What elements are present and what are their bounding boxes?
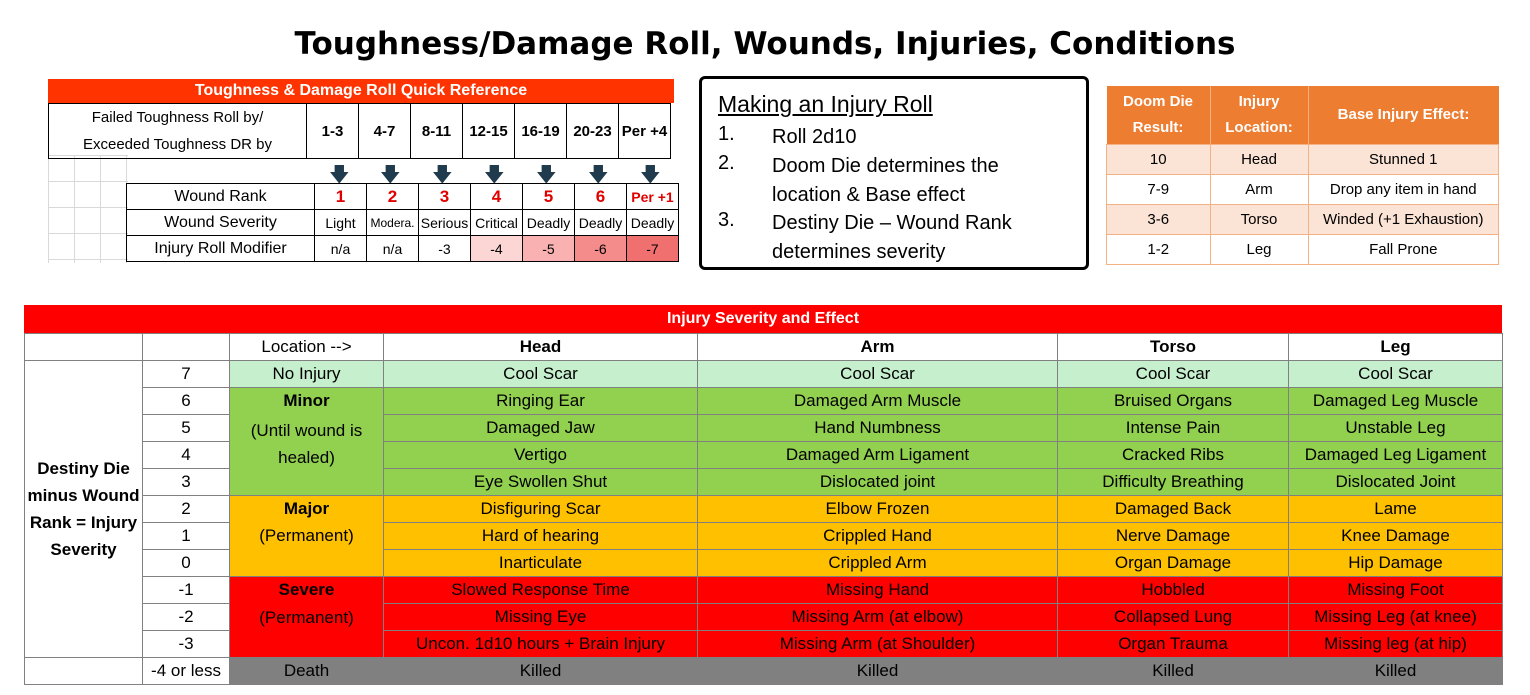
severe-label: Severe bbox=[230, 577, 384, 604]
failed-roll-label bbox=[49, 104, 307, 159]
row-value: -3 bbox=[143, 631, 230, 658]
wound-rank-value: Per +1 bbox=[627, 184, 679, 210]
minor-label: Minor bbox=[230, 388, 384, 415]
injury-roll-title: Making an Injury Roll bbox=[718, 91, 933, 117]
down-arrow-icon: 🡇 bbox=[484, 164, 505, 186]
wound-severity-value: Deadly bbox=[523, 210, 575, 236]
column-head: Head bbox=[384, 334, 698, 361]
doom-cell: Leg bbox=[1210, 235, 1308, 265]
death-label: Death bbox=[230, 658, 384, 685]
injury-roll-step bbox=[718, 152, 1072, 210]
doom-cell: 1-2 bbox=[1107, 235, 1211, 265]
blank-cell bbox=[25, 658, 143, 685]
down-arrow-icon: 🡇 bbox=[536, 164, 557, 186]
injury-cell: Lame bbox=[1289, 496, 1503, 523]
injury-cell: Damaged Leg Muscle bbox=[1289, 388, 1503, 415]
injury-cell: Unstable Leg bbox=[1289, 415, 1503, 442]
doom-header-result: Doom Die Result: bbox=[1107, 86, 1211, 145]
injury-cell: Knee Damage bbox=[1289, 523, 1503, 550]
quick-ref-table bbox=[48, 103, 671, 159]
injury-cell: Hand Numbness bbox=[698, 415, 1058, 442]
wound-rank-value: 1 bbox=[315, 184, 367, 210]
side-label: Destiny Die minus Wound Rank = Injury Severity bbox=[25, 361, 143, 658]
step-number: 1. bbox=[718, 123, 735, 145]
step-text: Doom Die determines the location & Base effect bbox=[772, 155, 999, 206]
range-cell: 4-7 bbox=[359, 104, 411, 159]
injury-cell: Cool Scar bbox=[384, 361, 698, 388]
injury-cell: Vertigo bbox=[384, 442, 698, 469]
wound-rank-value: 6 bbox=[575, 184, 627, 210]
column-torso: Torso bbox=[1058, 334, 1289, 361]
down-arrow-icon: 🡇 bbox=[329, 164, 350, 186]
step-text: Destiny Die – Wound Rank determines severity bbox=[772, 212, 1012, 263]
injury-cell: Missing Arm (at Shoulder) bbox=[698, 631, 1058, 658]
doom-header-location: Injury Location: bbox=[1210, 86, 1308, 145]
row-value: -4 or less bbox=[143, 658, 230, 685]
injury-cell: Killed bbox=[384, 658, 698, 685]
step-text: Roll 2d10 bbox=[772, 126, 857, 148]
wound-severity-value: Modera. bbox=[367, 210, 419, 236]
row-value: 2 bbox=[143, 496, 230, 523]
location-label: Location --> bbox=[230, 334, 384, 361]
step-number: 3. bbox=[718, 209, 735, 231]
injury-cell: Organ Trauma bbox=[1058, 631, 1289, 658]
row-value: 5 bbox=[143, 415, 230, 442]
doom-cell: Arm bbox=[1210, 175, 1308, 205]
injury-cell: Cool Scar bbox=[1058, 361, 1289, 388]
doom-die-table bbox=[1106, 86, 1499, 265]
injury-cell: Bruised Organs bbox=[1058, 388, 1289, 415]
injury-cell: Missing Leg (at knee) bbox=[1289, 604, 1503, 631]
injury-cell: Killed bbox=[698, 658, 1058, 685]
doom-cell: Head bbox=[1210, 145, 1308, 175]
down-arrow-icon: 🡇 bbox=[588, 164, 609, 186]
failed-roll-label-line1: Failed Toughness Roll by/ bbox=[91, 109, 264, 126]
wound-severity-value: Deadly bbox=[627, 210, 679, 236]
major-label: Major bbox=[230, 496, 384, 523]
injury-cell: Ringing Ear bbox=[384, 388, 698, 415]
injury-cell: Slowed Response Time bbox=[384, 577, 698, 604]
doom-cell: Torso bbox=[1210, 205, 1308, 235]
no-injury-label: No Injury bbox=[230, 361, 384, 388]
wound-rank-value: 4 bbox=[471, 184, 523, 210]
range-cell: Per +4 bbox=[619, 104, 671, 159]
injury-cell: Missing Arm (at elbow) bbox=[698, 604, 1058, 631]
injury-cell: Crippled Hand bbox=[698, 523, 1058, 550]
row-value: -1 bbox=[143, 577, 230, 604]
column-leg: Leg bbox=[1289, 334, 1503, 361]
wound-severity-value: Serious bbox=[419, 210, 471, 236]
injury-cell: Damaged Leg Ligament bbox=[1289, 442, 1503, 469]
row-value: 0 bbox=[143, 550, 230, 577]
page-title: Toughness/Damage Roll, Wounds, Injuries, Conditions bbox=[294, 26, 1236, 62]
injury-cell: Inarticulate bbox=[384, 550, 698, 577]
injury-cell: Cracked Ribs bbox=[1058, 442, 1289, 469]
injury-cell: Damaged Arm Muscle bbox=[698, 388, 1058, 415]
injury-cell: Killed bbox=[1289, 658, 1503, 685]
down-arrow-icon: 🡇 bbox=[432, 164, 453, 186]
injury-cell: Dislocated joint bbox=[698, 469, 1058, 496]
injury-cell: Cool Scar bbox=[1289, 361, 1503, 388]
range-cell: 20-23 bbox=[567, 104, 619, 159]
row-value: 3 bbox=[143, 469, 230, 496]
range-cell: 12-15 bbox=[463, 104, 515, 159]
modifier-value: n/a bbox=[367, 236, 419, 262]
injury-cell: Missing leg (at hip) bbox=[1289, 631, 1503, 658]
modifier-value: -3 bbox=[419, 236, 471, 262]
injury-cell: Intense Pain bbox=[1058, 415, 1289, 442]
modifier-label: Injury Roll Modifier bbox=[127, 236, 315, 262]
injury-cell: Hobbled bbox=[1058, 577, 1289, 604]
injury-cell: Difficulty Breathing bbox=[1058, 469, 1289, 496]
injury-cell: Damaged Back bbox=[1058, 496, 1289, 523]
modifier-value: -4 bbox=[471, 236, 523, 262]
doom-cell: Fall Prone bbox=[1308, 235, 1499, 265]
injury-cell: Nerve Damage bbox=[1058, 523, 1289, 550]
step-number: 2. bbox=[718, 152, 735, 174]
modifier-value: -5 bbox=[523, 236, 575, 262]
row-value: 4 bbox=[143, 442, 230, 469]
injury-cell: Cool Scar bbox=[698, 361, 1058, 388]
doom-header-effect: Base Injury Effect: bbox=[1308, 86, 1499, 145]
doom-cell: 10 bbox=[1107, 145, 1211, 175]
injury-cell: Damaged Arm Ligament bbox=[698, 442, 1058, 469]
column-arm: Arm bbox=[698, 334, 1058, 361]
blank-cell bbox=[143, 334, 230, 361]
severity-header: Injury Severity and Effect bbox=[24, 305, 1502, 333]
injury-cell: Uncon. 1d10 hours + Brain Injury bbox=[384, 631, 698, 658]
injury-cell: Dislocated Joint bbox=[1289, 469, 1503, 496]
doom-cell: 7-9 bbox=[1107, 175, 1211, 205]
row-value: -2 bbox=[143, 604, 230, 631]
doom-cell: Winded (+1 Exhaustion) bbox=[1308, 205, 1499, 235]
down-arrow-icon: 🡇 bbox=[640, 164, 661, 186]
quick-ref-header: Toughness & Damage Roll Quick Reference bbox=[48, 79, 674, 103]
wound-severity-value: Deadly bbox=[575, 210, 627, 236]
wound-rank-value: 5 bbox=[523, 184, 575, 210]
failed-roll-label-line2: Exceeded Toughness DR by bbox=[82, 136, 272, 153]
modifier-value: -7 bbox=[627, 236, 679, 262]
severity-table bbox=[24, 333, 1503, 685]
modifier-value: n/a bbox=[315, 236, 367, 262]
wound-rank-value: 2 bbox=[367, 184, 419, 210]
minor-note: (Until wound is healed) bbox=[230, 415, 384, 496]
injury-cell: Elbow Frozen bbox=[698, 496, 1058, 523]
major-note: (Permanent) bbox=[230, 523, 384, 577]
injury-roll-box bbox=[699, 76, 1089, 270]
blank-cell bbox=[25, 334, 143, 361]
injury-cell: Missing Hand bbox=[698, 577, 1058, 604]
range-cell: 8-11 bbox=[411, 104, 463, 159]
wound-table bbox=[126, 183, 679, 262]
row-value: 6 bbox=[143, 388, 230, 415]
injury-cell: Killed bbox=[1058, 658, 1289, 685]
injury-cell: Hard of hearing bbox=[384, 523, 698, 550]
wound-severity-label: Wound Severity bbox=[127, 210, 315, 236]
doom-cell: Stunned 1 bbox=[1308, 145, 1499, 175]
severe-note: (Permanent) bbox=[230, 604, 384, 658]
wound-rank-value: 3 bbox=[419, 184, 471, 210]
injury-cell: Missing Eye bbox=[384, 604, 698, 631]
injury-cell: Eye Swollen Shut bbox=[384, 469, 698, 496]
injury-roll-step bbox=[718, 209, 1072, 267]
spreadsheet-grid bbox=[48, 155, 128, 263]
row-value: 1 bbox=[143, 523, 230, 550]
injury-cell: Organ Damage bbox=[1058, 550, 1289, 577]
injury-cell: Collapsed Lung bbox=[1058, 604, 1289, 631]
wound-rank-label: Wound Rank bbox=[127, 184, 315, 210]
modifier-value: -6 bbox=[575, 236, 627, 262]
injury-roll-step bbox=[718, 123, 1072, 152]
injury-cell: Crippled Arm bbox=[698, 550, 1058, 577]
wound-severity-value: Light bbox=[315, 210, 367, 236]
range-cell: 1-3 bbox=[307, 104, 359, 159]
injury-cell: Hip Damage bbox=[1289, 550, 1503, 577]
doom-cell: 3-6 bbox=[1107, 205, 1211, 235]
down-arrow-icon: 🡇 bbox=[380, 164, 401, 186]
range-cell: 16-19 bbox=[515, 104, 567, 159]
doom-cell: Drop any item in hand bbox=[1308, 175, 1499, 205]
injury-cell: Missing Foot bbox=[1289, 577, 1503, 604]
injury-cell: Damaged Jaw bbox=[384, 415, 698, 442]
row-value: 7 bbox=[143, 361, 230, 388]
injury-cell: Disfiguring Scar bbox=[384, 496, 698, 523]
wound-severity-value: Critical bbox=[471, 210, 523, 236]
